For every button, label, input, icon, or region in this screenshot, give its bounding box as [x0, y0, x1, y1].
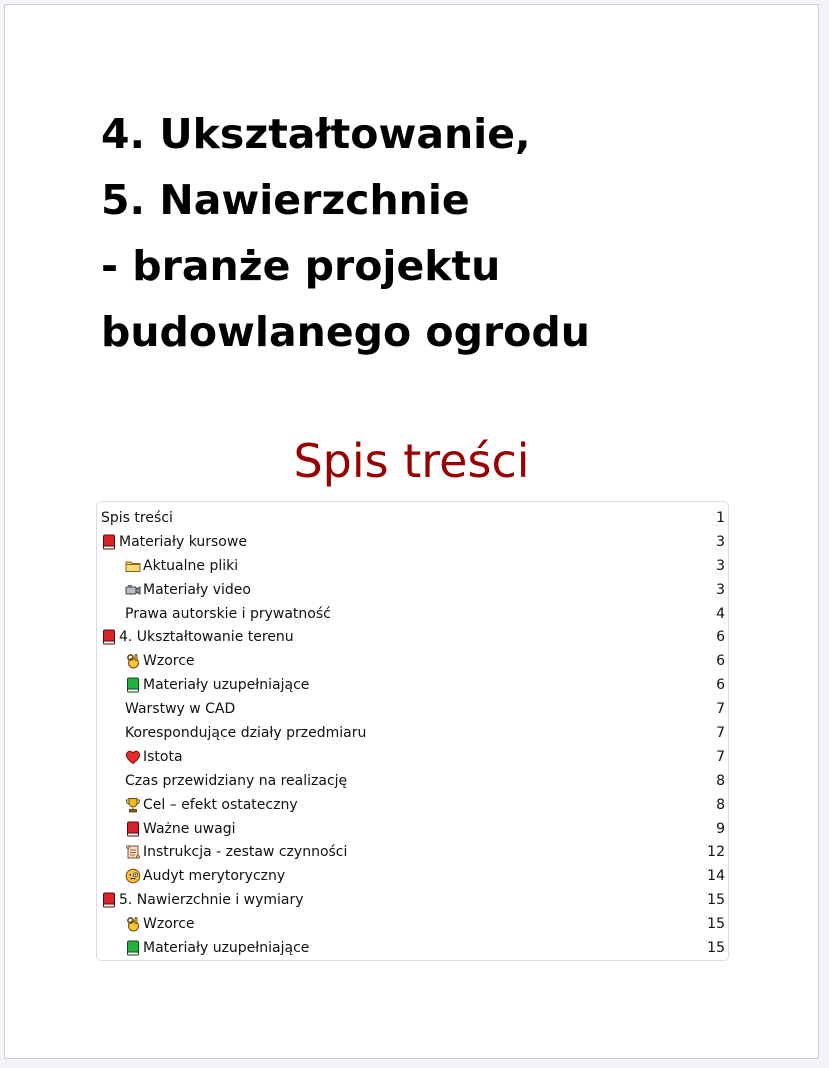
monocle-face-icon [125, 868, 141, 884]
toc-entry[interactable] [101, 625, 725, 649]
toc-entry-label [125, 582, 685, 598]
toc-entry-text: Wzorce [143, 653, 195, 670]
trophy-icon [125, 797, 141, 813]
toc-entry-page-number: 15 [707, 939, 725, 956]
toc-entry[interactable] [101, 817, 725, 841]
toc-entry-text: Cel – efekt ostateczny [143, 796, 298, 813]
document-title [101, 101, 590, 365]
heart-icon [125, 749, 141, 765]
toc-entry-page-number: 1 [716, 509, 725, 526]
title-line: 4. Ukształtowanie, [101, 110, 531, 158]
toc-entry[interactable] [101, 912, 725, 936]
toc-entry-text: Prawa autorskie i prywatność [125, 605, 331, 622]
toc-entry-page-number: 4 [716, 605, 725, 622]
toc-entry-text: Ważne uwagi [143, 820, 236, 837]
toc-entry[interactable] [101, 864, 725, 888]
toc-entry-label [125, 749, 685, 765]
toc-entry-page-number: 6 [716, 677, 725, 694]
scroll-icon [125, 844, 141, 860]
toc-entry-text: Instrukcja - zestaw czynności [143, 844, 348, 861]
toc-entry-label [125, 677, 685, 693]
toc-entry[interactable] [101, 649, 725, 673]
folder-icon [125, 558, 141, 574]
toc-entry[interactable] [101, 602, 725, 626]
toc-entry[interactable] [101, 769, 725, 793]
toc-entry[interactable] [101, 745, 725, 769]
toc-entry-label [125, 558, 685, 574]
toc-entry-page-number: 8 [716, 772, 725, 789]
toc-entry-text: Istota [143, 748, 183, 765]
toc-entry-label [125, 844, 685, 860]
toc-entry[interactable] [101, 578, 725, 602]
toc-entry-label [101, 534, 685, 550]
toc-entry-label [125, 773, 685, 789]
document-page [4, 4, 819, 1059]
toc-entry-label [125, 940, 685, 956]
toc-entry-page-number: 14 [707, 868, 725, 885]
toc-entry-label [101, 510, 685, 526]
toc-entry-text: Materiały video [143, 581, 251, 598]
toc-entry-page-number: 15 [707, 916, 725, 933]
green-book-icon [125, 940, 141, 956]
toc-entry-text: Materiały uzupełniające [143, 939, 310, 956]
table-of-contents [96, 501, 729, 961]
toc-entry-page-number: 6 [716, 653, 725, 670]
toc-entry-page-number: 8 [716, 796, 725, 813]
title-line: - branże projektu [101, 242, 501, 290]
toc-entry-label [101, 629, 685, 645]
toc-entry-label [125, 653, 685, 669]
toc-entry[interactable] [101, 530, 725, 554]
toc-entry[interactable] [101, 554, 725, 578]
toc-entry-text: Audyt merytoryczny [143, 868, 286, 885]
toc-entry-text: 4. Ukształtowanie terenu [119, 629, 294, 646]
red-book-icon [101, 534, 117, 550]
toc-entry-page-number: 7 [716, 724, 725, 741]
toc-entry-page-number: 7 [716, 701, 725, 718]
toc-entry-page-number: 3 [716, 557, 725, 574]
toc-entry-text: Materiały uzupełniające [143, 677, 310, 694]
toc-entry-text: Spis treści [101, 509, 173, 526]
green-book-icon [125, 677, 141, 693]
toc-entry-label [125, 821, 685, 837]
toc-entry[interactable] [101, 506, 725, 530]
toc-entry-page-number: 12 [707, 844, 725, 861]
toc-entry-page-number: 7 [716, 748, 725, 765]
toc-entry-label [125, 725, 685, 741]
toc-entry[interactable] [101, 697, 725, 721]
toc-entry-label [125, 868, 685, 884]
toc-entry-text: Czas przewidziany na realizację [125, 772, 348, 789]
toc-entry-label [101, 892, 685, 908]
toc-entry-text: Korespondujące działy przedmiaru [125, 724, 367, 741]
toc-entry[interactable] [101, 888, 725, 912]
toc-heading: Spis treści [293, 434, 530, 488]
toc-entry-page-number: 9 [716, 820, 725, 837]
toc-entry[interactable] [101, 840, 725, 864]
title-line: 5. Nawierzchnie [101, 176, 470, 224]
toc-entry[interactable] [101, 673, 725, 697]
toc-entry-page-number: 15 [707, 892, 725, 909]
toc-entry-page-number: 3 [716, 581, 725, 598]
toc-entry-label [125, 916, 685, 932]
ok-hand-icon [125, 916, 141, 932]
toc-entry-text: Wzorce [143, 916, 195, 933]
red-book-icon [101, 892, 117, 908]
toc-entry-text: Aktualne pliki [143, 557, 239, 574]
toc-entry[interactable] [101, 793, 725, 817]
ok-hand-icon [125, 653, 141, 669]
red-book-icon [125, 821, 141, 837]
toc-entry-page-number: 3 [716, 533, 725, 550]
video-camera-icon [125, 582, 141, 598]
toc-entry-page-number: 6 [716, 629, 725, 646]
red-book-icon [101, 629, 117, 645]
toc-entry[interactable] [101, 936, 725, 960]
toc-entry-text: Materiały kursowe [119, 533, 247, 550]
toc-entry-label [125, 606, 685, 622]
toc-entry-label [125, 797, 685, 813]
title-line: budowlanego ogrodu [101, 308, 590, 356]
toc-entry-text: Warstwy w CAD [125, 701, 236, 718]
toc-entry[interactable] [101, 721, 725, 745]
toc-entry-label [125, 701, 685, 717]
toc-entry-text: 5. Nawierzchnie i wymiary [119, 892, 304, 909]
